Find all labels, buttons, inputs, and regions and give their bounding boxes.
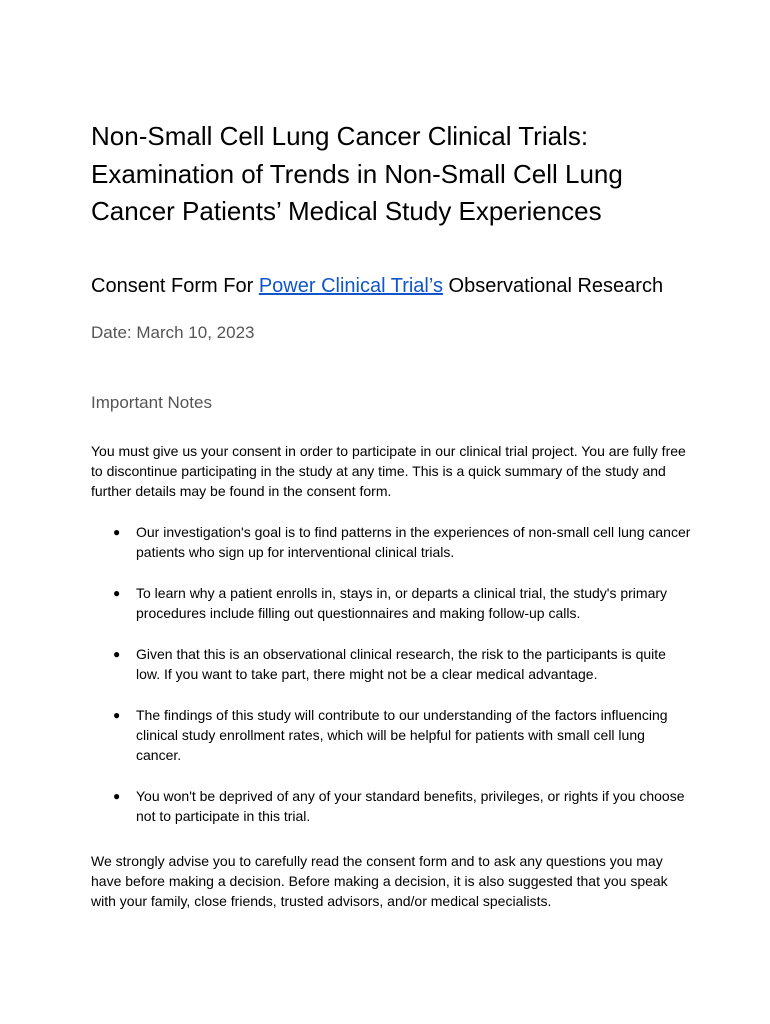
power-clinical-trial-link[interactable]: Power Clinical Trial’s (258, 275, 443, 297)
key-points-list (91, 522, 691, 847)
list-item-text: You won't be deprived of any of your standard benefits, privileges, or rights if you choose not to participate in this trial. (136, 788, 685, 824)
intro-paragraph: You must give us your consent in order to participate in our clinical trial project. You are fully free to discontinue participating in the study at any time. This is a quick summary of the study and further details may be found in the consent form. (91, 443, 686, 499)
bullet-icon: ● (113, 647, 121, 661)
subtitle-prefix: Consent Form For (91, 275, 259, 297)
consent-form-subtitle (91, 273, 731, 299)
list-item-text: Our investigation's goal is to find patterns in the experiences of non-small cell lung cancer patients who sign up for interventional clinical trials. (136, 524, 691, 560)
list-item-text: To learn why a patient enrolls in, stays in, or departs a clinical trial, the study's primary procedures include filling out questionnaires and making follow-up calls. (136, 585, 668, 621)
bullet-icon: ● (113, 525, 121, 539)
list-item-text: The findings of this study will contribute to our understanding of the factors influencing clinical study enrollment rates, which will be helpful for patients with small cell lung cancer. (136, 707, 668, 763)
document-title: Non-Small Cell Lung Cancer Clinical Trials: Examination of Trends in Non-Small Cell Lung Cancer Patients’ Medical Study Experiences (91, 121, 623, 226)
list-item (91, 583, 691, 623)
bullet-icon: ● (113, 708, 121, 722)
document-date: Date: March 10, 2023 (91, 323, 255, 342)
bullet-icon: ● (113, 789, 121, 803)
closing-paragraph: We strongly advise you to carefully read the consent form and to ask any questions you may have before making a decision. Before making a decision, it is also suggested that you speak with your family, close friends, trusted advisors, and/or medical specialists. (91, 853, 668, 909)
subtitle-suffix: Observational Research (442, 275, 664, 297)
list-item (91, 786, 691, 826)
bullet-icon: ● (113, 586, 121, 600)
list-item (91, 705, 691, 765)
list-item (91, 644, 691, 684)
list-item (91, 522, 691, 562)
important-notes-heading: Important Notes (91, 393, 212, 412)
list-item-text: Given that this is an observational clinical research, the risk to the participants is quite low. If you want to take part, there might not be a clear medical advantage. (136, 646, 666, 682)
